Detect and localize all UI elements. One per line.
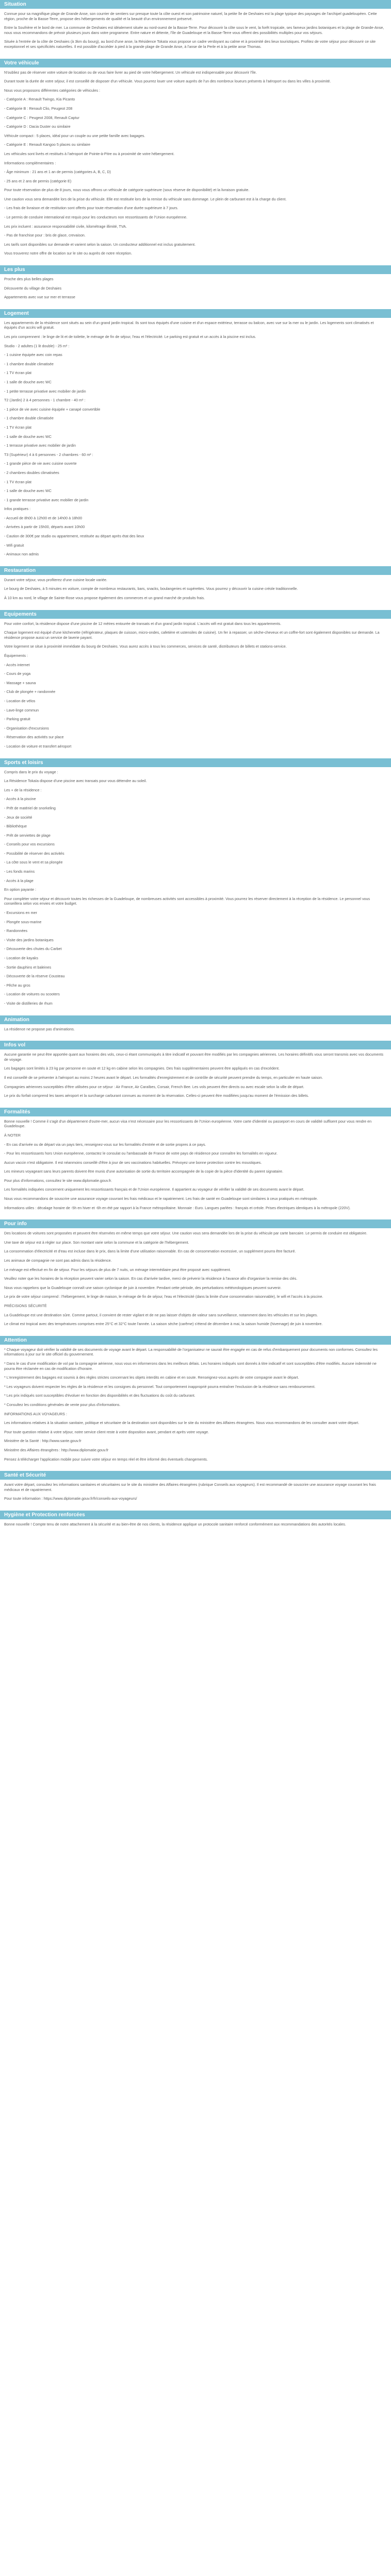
paragraph: Le prix du forfait comprend les taxes aéroport et la surcharge carburant connues au moment de la réservation. Celles-ci peuvent être modifiées jusqu'au moment de l'émission des billets. <box>4 1093 309 1098</box>
paragraph: - Organisation d'excursions <box>4 725 49 731</box>
paragraph: Véhicule compact : 5 places, idéal pour un couple ou une petite famille avec bagages. <box>4 133 145 138</box>
paragraph: - 1 chambre double climatisée <box>4 416 54 421</box>
paragraph: - Réservation des activités sur place <box>4 735 64 740</box>
paragraph: Veuillez noter que les horaires de la réception peuvent varier selon la saison. En cas d'arrivée tardive, merci de prévenir la résidence à l'avance afin d'organiser la remise des clés. <box>4 1276 298 1281</box>
paragraph: - Catégorie D : Dacia Duster ou similaire <box>4 124 71 129</box>
paragraph: - Wifi gratuit <box>4 543 24 548</box>
section-pour-info <box>0 1219 391 1336</box>
paragraph: Les bagages sont limités à 23 kg par personne en soute et 12 kg en cabine selon les compagnies. Des frais supplémentaires peuvent être appliqués en cas d'excédent. <box>4 1066 280 1071</box>
section-restauration <box>0 566 391 610</box>
paragraph: La Guadeloupe est une destination sûre. Comme partout, il convient de rester vigilant et de ne pas laisser d'objets de valeur sans surveillance, notamment dans les véhicules et sur les plages. <box>4 1312 318 1317</box>
paragraph: Pensez à télécharger l'application mobile pour suivre votre séjour en temps réel et être informé des éventuels changements. <box>4 1456 208 1462</box>
paragraph: INFORMATIONS AUX VOYAGEURS : <box>4 1411 67 1416</box>
paragraph: Pour toute information : https://www.diplomatie.gouv.fr/fr/conseils-aux-voyageurs/ <box>4 1496 137 1501</box>
paragraph: - Location de vélos <box>4 698 36 703</box>
paragraph: Ministère de la Santé : http://www.sante.gouv.fr <box>4 1438 82 1444</box>
paragraph: Le bourg de Deshaies, à 5 minutes en voiture, compte de nombreux restaurants, bars, snacks, boulangeries et supérettes. Vous pourrez y découvrir la cuisine créole traditionnelle. <box>4 586 298 591</box>
paragraph: - Catégorie B : Renault Clio, Peugeot 208 <box>4 106 73 111</box>
section-body-sante-securite <box>0 1480 391 1511</box>
paragraph: Une caution vous sera demandée lors de la prise du véhicule. Elle est restituée lors de la remise du véhicule sans dommage. Le plein de carburant est à la charge du client. <box>4 196 287 201</box>
paragraph: La Résidence Tokaïa dispose d'une piscine avec transats pour vous détendre au soleil. <box>4 778 147 784</box>
paragraph: - Accueil de 8h00 à 12h00 et de 14h00 à 18h00 <box>4 515 83 520</box>
paragraph: - 1 TV écran plat <box>4 370 32 376</box>
paragraph: - Massage + sauna <box>4 680 36 685</box>
paragraph: Bonne nouvelle ! Compte tenu de notre attachement à la sécurité et au bien-être de nos clients, la résidence applique un protocole sanitaire renforcé conformément aux recommandations des autorités locales. <box>4 1521 346 1527</box>
paragraph: - 25 ans et 2 ans de permis (catégorie E) <box>4 178 72 183</box>
section-body-hygiene <box>0 1519 391 1536</box>
paragraph: T3 (Supérieur) 4 à 6 personnes - 2 chambres - 60 m² : <box>4 452 93 457</box>
paragraph: PRÉCISIONS SÉCURITÉ <box>4 1303 47 1308</box>
paragraph: - Visite de distilleries de rhum <box>4 1001 53 1006</box>
section-situation <box>0 0 391 59</box>
section-header-attention: Attention <box>0 1336 391 1345</box>
paragraph: Les tarifs sont disponibles sur demande et varient selon la saison. Un conducteur additionnel est inclus gratuitement. <box>4 242 196 247</box>
paragraph: Les prix comprennent : le linge de lit et de toilette, le ménage de fin de séjour, l'eau et l'électricité. Le parking est gratuit et un accès à la piscine est inclus. <box>4 334 256 339</box>
paragraph: - Location de kayaks <box>4 956 38 960</box>
paragraph: À 10 km au nord, le village de Sainte-Rose vous propose également des commerces et un grand marché de produits frais. <box>4 596 205 601</box>
paragraph: Bonne nouvelle ! Comme il s'agit d'un département d'outre-mer, aucun visa n'est nécessaire pour les ressortissants de l'Union européenne. Votre carte d'identité ou passeport en cours de validité suffisent pour vous rendre en Guadeloupe. <box>4 1118 372 1129</box>
paragraph: Pour toute réservation de plus de 8 jours, nous vous offrons un véhicule de catégorie supérieure (sous réserve de disponibilité) et la livraison gratuite. <box>4 188 250 193</box>
paragraph: - Accès à la piscine <box>4 796 36 802</box>
paragraph: - Découverte des chutes du Carbet <box>4 946 62 952</box>
paragraph: - Accès à la plage <box>4 878 34 883</box>
paragraph: - 1 terrasse privative avec mobilier de jardin <box>4 443 76 448</box>
section-header-pour-info: Pour info <box>0 1219 391 1228</box>
paragraph: - Catégorie C : Peugeot 2008, Renault Captur <box>4 115 79 120</box>
paragraph: Compagnies aériennes susceptibles d'être utilisées pour ce séjour : Air France, Air Caraïbes, Corsair, French Bee. Les vols peuvent être directs ou avec escale selon la ville de départ. <box>4 1084 304 1089</box>
paragraph: Avant votre départ, consultez les informations sanitaires et sécuritaires sur le site du ministère des Affaires étrangères (rubrique Conseils aux voyageurs). Il est recommandé de souscrire une assurance voyage couvrant les frais médicaux et de rapatriement. <box>4 1482 376 1492</box>
paragraph: Proche des plus belles plages <box>4 277 54 282</box>
paragraph: Les informations relatives à la situation sanitaire, politique et sécuritaire de la destination sont disponibles sur le site du ministère des Affaires étrangères. Nous vous recommandons de les consulter avant votre départ. <box>4 1420 360 1426</box>
section-header-hygiene: Hygiène et Protection renforcées <box>0 1511 391 1519</box>
paragraph: - 1 pièce de vie avec cuisine équipée + canapé convertible <box>4 406 101 412</box>
paragraph: Chaque logement est équipé d'une kitchenette (réfrigérateur, plaques de cuisson, micro-ondes, cafetière et ustensiles de cuisine). Un fer à repasser, un sèche-cheveux et un coffre-fort sont également disponibles sur demande. La résidence propose aussi un service de laverie payant. <box>4 630 380 640</box>
paragraph: Le climat est tropical avec des températures comprises entre 25°C et 32°C toute l'année. La saison sèche (carême) s'étend de décembre à mai, la saison humide (hivernage) de juin à novembre. <box>4 1321 323 1327</box>
paragraph: - Possibilité de réserver des activités <box>4 851 64 856</box>
section-body-animation <box>0 1024 391 1041</box>
paragraph: Pour toute question relative à votre séjour, notre service client reste à votre disposition avant, pendant et après votre voyage. <box>4 1429 209 1434</box>
paragraph: Les formalités indiquées concernent uniquement les ressortissants français et de l'Union européenne. Il appartient au voyageur de vérifier la validité de ses documents avant le départ. <box>4 1187 304 1192</box>
paragraph: Aucun vaccin n'est obligatoire. Il est néanmoins conseillé d'être à jour de ses vaccinations habituelles. Prévoyez une bonne protection contre les moustiques. <box>4 1160 262 1165</box>
paragraph: - Club de plongée + randonnée <box>4 689 56 694</box>
section-body-restauration <box>0 575 391 610</box>
paragraph: - Catégorie A : Renault Twingo, Kia Picanto <box>4 97 75 102</box>
paragraph: Pour compléter votre séjour et découvrir toutes les richesses de la Guadeloupe, de nombreuses activités sont accessibles à proximité. Vous pourrez les réserver directement à la réception de la résidence. Le personnel vous conseillera selon vos envies et votre budget. <box>4 896 370 906</box>
section-infos-vol <box>0 1041 391 1108</box>
paragraph: Le prix de votre séjour comprend : l'hébergement, le linge de maison, le ménage de fin de séjour, l'eau et l'électricité (dans la limite d'une consommation raisonnable), le wifi et l'accès à la piscine. <box>4 1294 323 1299</box>
paragraph: Les + de la résidence : <box>4 787 42 792</box>
paragraph: - 1 salle de douche avec WC <box>4 379 52 384</box>
paragraph: Les véhicules sont livrés et restitués à l'aéroport de Pointe-à-Pitre ou à proximité de votre hébergement. <box>4 151 175 156</box>
section-body-formalites <box>0 1116 391 1220</box>
paragraph: - Caution de 300€ par studio ou appartement, restituée au départ après état des lieux <box>4 534 144 539</box>
paragraph: - Cours de yoga <box>4 671 31 676</box>
paragraph: Compris dans le prix du voyage : <box>4 769 58 774</box>
section-body-pour-info <box>0 1228 391 1336</box>
section-logement <box>0 309 391 566</box>
paragraph: Connue pour sa magnifique plage de Grande Anse, son courrier de sentiers sur presque toute la côte ouest et son patrimoine naturel, la petite île de Deshaies est la plage typique des paysages de l'archipel guadeloupéen. Cette région, proche de la Basse-Terre, propose des hébergements de qualité et la beauté d'un environnement préservé. <box>4 11 377 21</box>
paragraph: - Pour les ressortissants hors Union européenne, contactez le consulat ou l'ambassade de France de votre pays de résidence pour connaître les formalités en vigueur. <box>4 1151 278 1156</box>
paragraph: En option payante : <box>4 887 36 892</box>
paragraph: Pour plus d'informations, consultez le site www.diplomatie.gouv.fr. <box>4 1178 112 1183</box>
paragraph: - 1 TV écran plat <box>4 479 32 484</box>
paragraph: - 1 cuisine équipée avec coin repas <box>4 352 62 358</box>
section-header-situation: Situation <box>0 0 391 9</box>
paragraph: T2 (Jardin) 2 à 4 personnes - 1 chambre - 40 m² : <box>4 398 86 403</box>
paragraph: - Les frais de livraison et de restitution sont offerts pour toute réservation d'une durée supérieure à 7 jours. <box>4 206 178 211</box>
paragraph: La consommation d'électricité et d'eau est incluse dans le prix, dans la limite d'une utilisation raisonnable. En cas de consommation excessive, un supplément pourra être facturé. <box>4 1249 296 1254</box>
section-header-animation: Animation <box>0 1015 391 1024</box>
section-header-plus: Les plus <box>0 265 391 274</box>
paragraph: - 1 TV écran plat <box>4 425 32 430</box>
paragraph: Pour votre confort, la résidence dispose d'une piscine de 12 mètres entourée de transats et d'un grand jardin tropical. L'accès wifi est gratuit dans tous les appartements. <box>4 621 282 626</box>
paragraph: Située à l'entrée de la côte de Deshaies (à 3km du bourg), au bord d'une anse, la Résidence Tokaïa vous propose un cadre verdoyant au calme et à proximité des lieux touristiques. Profitez de votre séjour pour découvrir ce site exceptionnel et ses spécificités naturelles. Il est possible d'accéder à pied à la grande plage de Grande Anse, à l'anse de la Perle et à la petite anse Thomas. <box>4 39 376 49</box>
paragraph: * Les voyageurs doivent respecter les règles de la résidence et les consignes du personnel. Tout comportement inapproprié pourra entraîner l'exclusion de la résidence sans remboursement. <box>4 1384 316 1389</box>
paragraph: À NOTER <box>4 1132 21 1138</box>
paragraph: Appartements avec vue sur mer et terrasse <box>4 295 75 300</box>
paragraph: - Prêt de serviettes de plage <box>4 833 51 838</box>
paragraph: - Conseils pour vos excursions <box>4 842 55 847</box>
paragraph: * Dans le cas d'une modification de vol par la compagnie aérienne, nous vous en informerons dans les meilleurs délais. Les horaires indiqués sont donnés à titre indicatif et sont susceptibles d'être modifiés. Aucune indemnité ne pourra être réclamée en cas de modification d'horaire. <box>4 1361 377 1371</box>
paragraph: - Location de voiture et transfert aéroport <box>4 743 72 749</box>
paragraph: - Arrivées à partir de 15h00, départs avant 10h00 <box>4 524 85 530</box>
paragraph: Infos pratiques : <box>4 506 31 512</box>
paragraph: Entre la Soufrière et le bord de mer. La commune de Deshaies est idéalement située au nord-ouest de la Basse-Terre. Pour découvrir la côte sous le vent, la forêt tropicale, ses fameux jardins botaniques et la plage de Grande-Anse, nous vous recommandons de prévoir plusieurs jours dans votre programme. Entre nature et détente, l'île de Guadeloupe et la Basse-Terre vous offrent des possibilités multiples pour vos séjours. <box>4 25 384 35</box>
paragraph: Durant toute la durée de votre séjour, il est conseillé de disposer d'un véhicule. Vous pourrez louer une voiture auprès de l'un des nombreux loueurs présents à l'aéroport ou dans les villes à proximité. <box>4 79 331 84</box>
paragraph: - Catégorie E : Renault Kangoo 5 places ou similaire <box>4 142 91 147</box>
paragraph: - Âge minimum : 21 ans et 1 an de permis (catégories A, B, C, D) <box>4 170 111 175</box>
paragraph: - 1 grande pièce de vie avec cuisine ouverte <box>4 461 77 466</box>
section-body-equipements <box>0 619 391 758</box>
paragraph: Aucune garantie ne peut être apportée quant aux horaires des vols, ceux-ci étant communiqués à titre indicatif et pouvant être modifiés par les compagnies aériennes. Les horaires définitifs vous seront transmis avec vos documents de voyage. <box>4 1052 384 1062</box>
paragraph: - Parking gratuit <box>4 717 30 722</box>
paragraph: * Consultez les conditions générales de vente pour plus d'informations. <box>4 1402 121 1407</box>
section-header-infos-vol: Infos vol <box>0 1041 391 1049</box>
section-body-vehicule <box>0 67 391 265</box>
section-vehicule <box>0 59 391 265</box>
paragraph: - 1 petite terrasse privative avec mobilier de jardin <box>4 388 86 394</box>
section-header-logement: Logement <box>0 309 391 318</box>
section-header-sante-securite: Santé et Sécurité <box>0 1471 391 1480</box>
section-hygiene <box>0 1511 391 1536</box>
paragraph: Vous trouverez notre offre de location sur le site ou auprès de notre réception. <box>4 251 132 256</box>
paragraph: - Location de voitures ou scooters <box>4 992 60 997</box>
paragraph: - Le permis de conduire international est requis pour les conducteurs non ressortissants de l'Union européenne. <box>4 215 187 220</box>
paragraph: - Pêche au gros <box>4 982 30 988</box>
paragraph: Les prix incluent : assurance responsabilité civile, kilométrage illimité, TVA. <box>4 224 127 229</box>
paragraph: Votre logement se situe à proximité immédiate du bourg de Deshaies. Vous aurez accès à tous les commerces, services de santé, distributeurs de billets et stations-service. <box>4 644 287 649</box>
paragraph: - En cas d'arrivée ou de départ via un pays tiers, renseignez-vous sur les formalités d'entrée et de sortie propres à ce pays. <box>4 1142 206 1147</box>
section-header-formalites: Formalités <box>0 1108 391 1116</box>
section-plus <box>0 265 391 309</box>
paragraph: Découverte du village de Deshaies <box>4 285 62 291</box>
paragraph: - Lave-linge commun <box>4 707 39 713</box>
paragraph: La résidence ne propose pas d'animations. <box>4 1026 75 1031</box>
paragraph: Nous vous recommandons de souscrire une assurance voyage couvrant les frais médicaux et le rapatriement. Les frais de santé en Guadeloupe sont similaires à ceux pratiqués en métropole. <box>4 1196 318 1201</box>
section-animation <box>0 1015 391 1041</box>
paragraph: Nous vous proposons différentes catégories de véhicules : <box>4 88 101 93</box>
paragraph: Informations complémentaires : <box>4 160 56 165</box>
paragraph: Nous vous rappelons que la Guadeloupe connaît une saison cyclonique de juin à novembre. Pendant cette période, des perturbations météorologiques peuvent survenir. <box>4 1285 282 1290</box>
paragraph: - Prêt de matériel de snorkeling <box>4 805 56 810</box>
paragraph: - 1 grande terrasse privative avec mobilier de jardin <box>4 497 89 502</box>
section-body-plus <box>0 274 391 309</box>
section-header-equipements: Equipements <box>0 610 391 619</box>
paragraph: N'oubliez pas de réserver votre voiture de location ou de vous faire livrer au pied de votre hébergement. Un véhicule est indispensable pour découvrir l'île. <box>4 70 257 75</box>
paragraph: - Randonnées <box>4 928 28 934</box>
paragraph: - Les fonds marins <box>4 869 35 874</box>
paragraph: - Bibliothèque <box>4 824 27 829</box>
paragraph: Les appartements de la résidence sont situés au sein d'un grand jardin tropical. Ils sont tous équipés d'une cuisine et d'un espace extérieur, terrasse ou balcon, avec vue sur la mer ou le jardin. Les logements sont climatisés et équipés d'un accès wifi gratuit. <box>4 320 374 330</box>
section-attention <box>0 1336 391 1471</box>
paragraph: - Découverte de la réserve Cousteau <box>4 974 65 979</box>
paragraph: Des locations de voitures sont proposées et peuvent être réservées en même temps que votre séjour. Une caution vous sera demandée lors de la prise du véhicule par carte bancaire. Le permis de conduire est obligatoire. <box>4 1231 367 1236</box>
paragraph: Les animaux de compagnie ne sont pas admis dans la résidence. <box>4 1258 112 1263</box>
paragraph: Studio - 2 adultes (1 lit double) - 25 m² : <box>4 343 70 348</box>
section-body-attention <box>0 1345 391 1471</box>
paragraph: Équipements : <box>4 653 28 658</box>
section-header-sports-loisirs: Sports et loisirs <box>0 758 391 767</box>
paragraph: Informations utiles : décalage horaire de -5h en hiver et -6h en été par rapport à la France métropolitaine. Monnaie : Euro. Langues parlées : français et créole. Prises électriques identiques à la métropole (220V). <box>4 1205 351 1210</box>
paragraph: Durant votre séjour, vous profiterez d'une cuisine locale variée. <box>4 577 107 582</box>
paragraph: - Accès internet <box>4 662 30 667</box>
paragraph: Une taxe de séjour est à régler sur place. Son montant varie selon la commune et la catégorie de l'hébergement. <box>4 1240 189 1245</box>
paragraph: - 1 chambre double climatisée <box>4 361 54 366</box>
paragraph: - Visite des jardins botaniques <box>4 937 54 942</box>
section-header-restauration: Restauration <box>0 566 391 575</box>
paragraph: - 1 salle de douche avec WC <box>4 488 52 494</box>
section-body-logement <box>0 318 391 566</box>
paragraph: * Les prix indiqués sont susceptibles d'évoluer en fonction des disponibilités et des fluctuations du coût du carburant. <box>4 1393 196 1398</box>
section-sports-loisirs <box>0 758 391 1015</box>
paragraph: * L'enregistrement des bagages est soumis à des règles strictes concernant les objets interdits en cabine et en soute. Renseignez-vous auprès de votre compagnie avant le départ. <box>4 1375 299 1380</box>
section-body-infos-vol <box>0 1049 391 1108</box>
paragraph: * Chaque voyageur doit vérifier la validité de ses documents de voyage avant le départ. La responsabilité de l'organisateur ne saurait être engagée en cas de refus d'embarquement pour documents non conformes. Consultez les informations à jour sur le site officiel du gouvernement. <box>4 1347 378 1357</box>
section-equipements <box>0 610 391 758</box>
section-body-situation <box>0 9 391 59</box>
paragraph: - Excursions en mer <box>4 910 37 916</box>
paragraph: - 2 chambres doubles climatisées <box>4 470 59 475</box>
paragraph: Le ménage est effectué en fin de séjour. Pour les séjours de plus de 7 nuits, un ménage intermédiaire peut être proposé avec supplément. <box>4 1267 231 1272</box>
section-formalites <box>0 1108 391 1220</box>
paragraph: - La côte sous le vent et sa plongée <box>4 860 63 865</box>
paragraph: - Plongée sous-marine <box>4 919 42 924</box>
section-sante-securite <box>0 1471 391 1511</box>
paragraph: - Pas de franchise pour : bris de glace, crevaison. <box>4 233 86 238</box>
paragraph: Il est conseillé de se présenter à l'aéroport au moins 2 heures avant le départ. Les formalités d'enregistrement et de contrôle de sécurité peuvent prendre du temps, en particulier en haute saison. <box>4 1075 323 1080</box>
paragraph: - Jeux de société <box>4 815 32 820</box>
paragraph: - Sortie dauphins et baleines <box>4 964 52 970</box>
paragraph: - 1 salle de douche avec WC <box>4 434 52 439</box>
paragraph: - Animaux non admis <box>4 552 39 557</box>
section-header-vehicule: Votre véhicule <box>0 59 391 67</box>
paragraph: Ministère des Affaires étrangères : http://www.diplomatie.gouv.fr <box>4 1447 109 1452</box>
section-body-sports-loisirs <box>0 767 391 1015</box>
paragraph: Les mineurs voyageant sans leurs parents doivent être munis d'une autorisation de sortie du territoire accompagnée de la copie de la pièce d'identité du parent signataire. <box>4 1169 283 1174</box>
